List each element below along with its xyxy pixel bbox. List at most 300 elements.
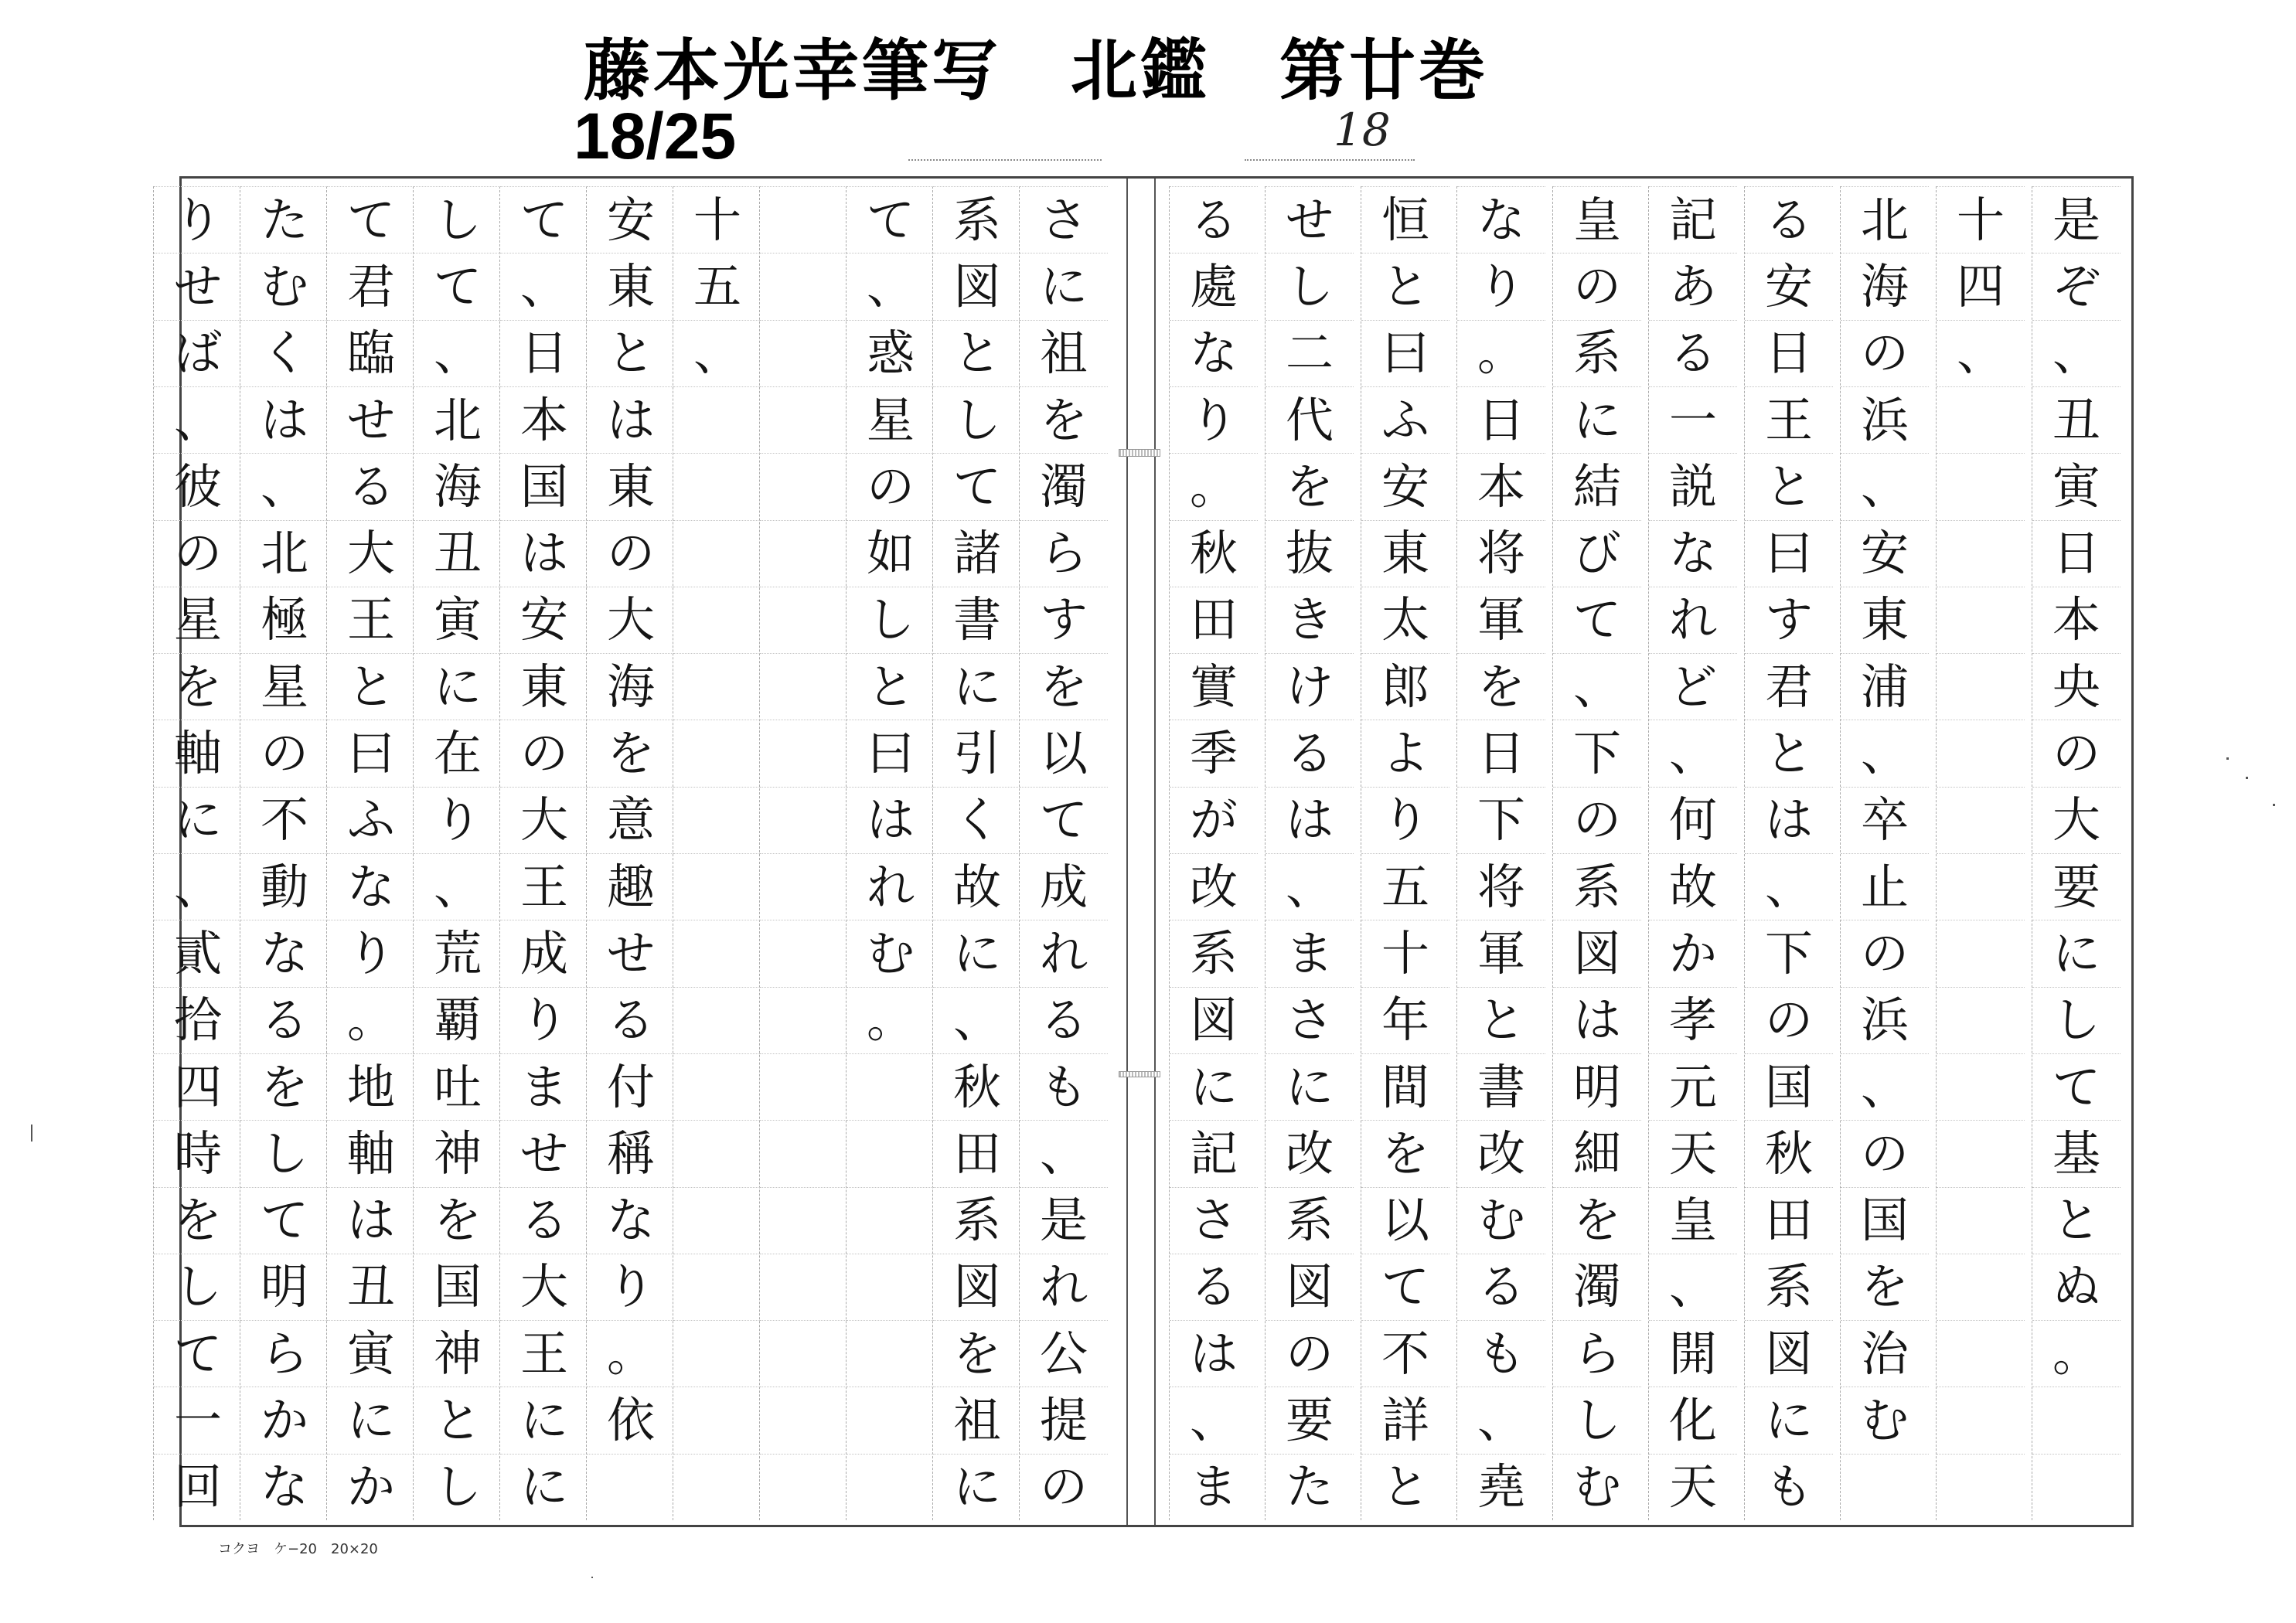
manuscript-cell: む bbox=[240, 253, 329, 319]
manuscript-cell bbox=[760, 253, 848, 319]
manuscript-cell: 代 bbox=[1266, 386, 1354, 453]
manuscript-cell bbox=[673, 653, 761, 720]
manuscript-cell: 時 bbox=[154, 1120, 242, 1186]
manuscript-cell: ば bbox=[154, 320, 242, 386]
manuscript-cell: を bbox=[1020, 653, 1108, 720]
manuscript-cell: く bbox=[933, 787, 1021, 853]
manuscript-cell: し bbox=[1266, 253, 1354, 319]
manuscript-cell: て bbox=[327, 186, 415, 253]
manuscript-cell: 君 bbox=[327, 253, 415, 319]
manuscript-cell: を bbox=[1361, 1120, 1449, 1186]
manuscript-cell: 系 bbox=[933, 1187, 1021, 1254]
manuscript-cell: 下 bbox=[1457, 787, 1545, 853]
manuscript-cell: も bbox=[1020, 1053, 1108, 1120]
manuscript-cell bbox=[847, 1120, 935, 1186]
manuscript-cell: 、 bbox=[1649, 720, 1737, 786]
manuscript-cell: な bbox=[587, 1187, 675, 1254]
folio-underline-right bbox=[1245, 159, 1415, 161]
manuscript-cell: し bbox=[154, 1254, 242, 1320]
manuscript-cell: る bbox=[327, 453, 415, 519]
manuscript-cell: 東 bbox=[1841, 587, 1929, 653]
manuscript-cell: 説 bbox=[1649, 453, 1737, 519]
manuscript-cell: る bbox=[1266, 720, 1354, 786]
manuscript-cell: 二 bbox=[1266, 320, 1354, 386]
manuscript-cell: 不 bbox=[240, 787, 329, 853]
manuscript-cell: て bbox=[847, 186, 935, 253]
manuscript-cell bbox=[760, 1187, 848, 1254]
manuscript-cell: 恒 bbox=[1361, 186, 1449, 253]
manuscript-cell: せ bbox=[327, 386, 415, 453]
manuscript-cell: を bbox=[1457, 653, 1545, 720]
manuscript-cell: 極 bbox=[240, 587, 329, 653]
manuscript-cell: せ bbox=[500, 1120, 588, 1186]
manuscript-cell: 、 bbox=[1170, 1387, 1258, 1453]
manuscript-cell: し bbox=[1553, 1387, 1641, 1453]
manuscript-cell: 本 bbox=[2032, 587, 2121, 653]
manuscript-cell: 日 bbox=[1457, 720, 1545, 786]
manuscript-cell bbox=[673, 853, 761, 920]
manuscript-cell bbox=[760, 853, 848, 920]
manuscript-cell: に bbox=[933, 1454, 1021, 1520]
manuscript-cell: 国 bbox=[414, 1254, 502, 1320]
manuscript-cell: 提 bbox=[1020, 1387, 1108, 1453]
manuscript-cell: 。 bbox=[1457, 320, 1545, 386]
manuscript-cell: て bbox=[240, 1187, 329, 1254]
manuscript-cell: 結 bbox=[1553, 453, 1641, 519]
manuscript-cell: し bbox=[240, 1120, 329, 1186]
left-page bbox=[173, 179, 1154, 1525]
manuscript-cell bbox=[760, 1320, 848, 1387]
manuscript-cell: て bbox=[1361, 1254, 1449, 1320]
manuscript-cell: 。 bbox=[1170, 453, 1258, 519]
manuscript-cell: 要 bbox=[1266, 1387, 1354, 1453]
manuscript-cell: を bbox=[154, 1187, 242, 1254]
manuscript-cell: り bbox=[500, 987, 588, 1053]
manuscript-cell: 明 bbox=[1553, 1053, 1641, 1120]
manuscript-cell bbox=[673, 1454, 761, 1520]
binding-mark bbox=[1119, 449, 1160, 457]
manuscript-cell: と bbox=[2032, 1187, 2121, 1254]
manuscript-cell bbox=[2032, 1454, 2121, 1520]
manuscript-cell bbox=[760, 1387, 848, 1453]
manuscript-cell: 書 bbox=[933, 587, 1021, 653]
manuscript-cell: 、 bbox=[1457, 1387, 1545, 1453]
manuscript-cell: り bbox=[1457, 253, 1545, 319]
manuscript-cell: 浜 bbox=[1841, 987, 1929, 1053]
manuscript-cell bbox=[673, 1053, 761, 1120]
manuscript-cell: 、 bbox=[1266, 853, 1354, 920]
manuscript-cell: 王 bbox=[500, 853, 588, 920]
manuscript-cell: 、 bbox=[1553, 653, 1641, 720]
manuscript-cell: 東 bbox=[500, 653, 588, 720]
manuscript-cell: 海 bbox=[587, 653, 675, 720]
manuscript-cell: 軸 bbox=[154, 720, 242, 786]
manuscript-cell: 図 bbox=[1170, 987, 1258, 1053]
manuscript-cell: と bbox=[1745, 453, 1833, 519]
manuscript-cell: は bbox=[240, 386, 329, 453]
folio-number: 18 bbox=[1334, 104, 1391, 156]
manuscript-cell: 、 bbox=[847, 253, 935, 319]
manuscript-cell bbox=[1937, 453, 2025, 519]
manuscript-cell bbox=[673, 1187, 761, 1254]
manuscript-cell: 寅 bbox=[327, 1320, 415, 1387]
manuscript-cell: 貳 bbox=[154, 920, 242, 986]
manuscript-cell: れ bbox=[847, 853, 935, 920]
manuscript-cell: ぞ bbox=[2032, 253, 2121, 319]
manuscript-cell: て bbox=[154, 1320, 242, 1387]
manuscript-cell: 央 bbox=[2032, 653, 2121, 720]
manuscript-cell: せ bbox=[587, 920, 675, 986]
manuscript-column bbox=[1019, 186, 1108, 1520]
manuscript-cell: 五 bbox=[1361, 853, 1449, 920]
manuscript-cell: 濁 bbox=[1020, 453, 1108, 519]
manuscript-column bbox=[1744, 186, 1833, 1520]
manuscript-cell bbox=[1937, 587, 2025, 653]
manuscript-cell: 田 bbox=[1170, 587, 1258, 653]
manuscript-cell: 明 bbox=[240, 1254, 329, 1320]
manuscript-cell: 十 bbox=[1361, 920, 1449, 986]
manuscript-cell: 細 bbox=[1553, 1120, 1641, 1186]
manuscript-cell bbox=[1937, 520, 2025, 587]
manuscript-cell: 、 bbox=[500, 253, 588, 319]
manuscript-cell: 稱 bbox=[587, 1120, 675, 1186]
manuscript-cell: な bbox=[240, 920, 329, 986]
manuscript-cell: 寅 bbox=[2032, 453, 2121, 519]
manuscript-cell: 星 bbox=[847, 386, 935, 453]
manuscript-cell: 、 bbox=[933, 987, 1021, 1053]
manuscript-cell: を bbox=[240, 1053, 329, 1120]
manuscript-cell: か bbox=[327, 1454, 415, 1520]
manuscript-cell bbox=[847, 1454, 935, 1520]
manuscript-cell: 堯 bbox=[1457, 1454, 1545, 1520]
manuscript-cell: 、 bbox=[1649, 1254, 1737, 1320]
manuscript-cell: 系 bbox=[933, 186, 1021, 253]
manuscript-cell: 。 bbox=[587, 1320, 675, 1387]
manuscript-cell bbox=[760, 987, 848, 1053]
manuscript-cell: さ bbox=[1170, 1187, 1258, 1254]
manuscript-cell: 日 bbox=[1457, 386, 1545, 453]
scan-speck bbox=[2273, 804, 2275, 806]
manuscript-cell: 星 bbox=[240, 653, 329, 720]
manuscript-cell: の bbox=[847, 453, 935, 519]
manuscript-cell: 国 bbox=[500, 453, 588, 519]
manuscript-cell: の bbox=[154, 520, 242, 587]
manuscript-cell: 、 bbox=[414, 853, 502, 920]
manuscript-cell: ら bbox=[1020, 520, 1108, 587]
manuscript-cell bbox=[1937, 720, 2025, 786]
manuscript-cell: な bbox=[327, 853, 415, 920]
manuscript-cell bbox=[673, 1120, 761, 1186]
manuscript-cell: て bbox=[1020, 787, 1108, 853]
manuscript-cell: 図 bbox=[1745, 1320, 1833, 1387]
manuscript-cell: 天 bbox=[1649, 1454, 1737, 1520]
manuscript-cell: 系 bbox=[1170, 920, 1258, 986]
manuscript-cell: 一 bbox=[1649, 386, 1737, 453]
manuscript-cell: は bbox=[1745, 787, 1833, 853]
manuscript-cell bbox=[760, 587, 848, 653]
manuscript-cell bbox=[1937, 920, 2025, 986]
manuscript-cell: 記 bbox=[1170, 1120, 1258, 1186]
manuscript-cell: 皇 bbox=[1649, 1187, 1737, 1254]
manuscript-cell: 年 bbox=[1361, 987, 1449, 1053]
manuscript-cell: 大 bbox=[500, 787, 588, 853]
manuscript-cell: な bbox=[1457, 186, 1545, 253]
manuscript-cell: 神 bbox=[414, 1320, 502, 1387]
manuscript-cell: 、 bbox=[1937, 320, 2025, 386]
manuscript-cell: さ bbox=[1266, 987, 1354, 1053]
manuscript-cell bbox=[847, 1320, 935, 1387]
manuscript-cell: 安 bbox=[500, 587, 588, 653]
manuscript-cell bbox=[673, 520, 761, 587]
manuscript-cell: は bbox=[1553, 987, 1641, 1053]
manuscript-cell: れ bbox=[1649, 587, 1737, 653]
manuscript-cell: 。 bbox=[847, 987, 935, 1053]
manuscript-cell: 改 bbox=[1170, 853, 1258, 920]
manuscript-cell: 安 bbox=[1361, 453, 1449, 519]
manuscript-cell: あ bbox=[1649, 253, 1737, 319]
manuscript-cell bbox=[760, 520, 848, 587]
manuscript-cell: 系 bbox=[1745, 1254, 1833, 1320]
manuscript-cell: す bbox=[1745, 587, 1833, 653]
manuscript-cell: を bbox=[587, 720, 675, 786]
manuscript-cell: は bbox=[1170, 1320, 1258, 1387]
manuscript-cell: 四 bbox=[1937, 253, 2025, 319]
manuscript-cell: な bbox=[1649, 520, 1737, 587]
manuscript-column bbox=[2032, 186, 2121, 1520]
manuscript-cell bbox=[673, 386, 761, 453]
manuscript-cell: の bbox=[2032, 720, 2121, 786]
manuscript-cell: 一 bbox=[154, 1387, 242, 1453]
manuscript-cell bbox=[847, 1053, 935, 1120]
manuscript-column bbox=[586, 186, 675, 1520]
manuscript-cell: 諸 bbox=[933, 520, 1021, 587]
manuscript-cell: の bbox=[500, 720, 588, 786]
manuscript-cell: 秋 bbox=[1170, 520, 1258, 587]
manuscript-cell: 神 bbox=[414, 1120, 502, 1186]
manuscript-cell: 惑 bbox=[847, 320, 935, 386]
manuscript-cell: 覇 bbox=[414, 987, 502, 1053]
manuscript-cell: と bbox=[414, 1387, 502, 1453]
manuscript-cell: 以 bbox=[1020, 720, 1108, 786]
manuscript-cell: る bbox=[1170, 1254, 1258, 1320]
manuscript-cell: る bbox=[240, 987, 329, 1053]
manuscript-cell: 化 bbox=[1649, 1387, 1737, 1453]
manuscript-cell: 間 bbox=[1361, 1053, 1449, 1120]
manuscript-cell: 軍 bbox=[1457, 587, 1545, 653]
manuscript-cell: に bbox=[154, 787, 242, 853]
manuscript-cell bbox=[1937, 1120, 2025, 1186]
manuscript-cell: 曰 bbox=[1745, 520, 1833, 587]
manuscript-cell: 十 bbox=[673, 186, 761, 253]
manuscript-cell: て bbox=[414, 253, 502, 319]
manuscript-cell: 書 bbox=[1457, 1053, 1545, 1120]
manuscript-cell bbox=[673, 920, 761, 986]
manuscript-cell: ま bbox=[500, 1053, 588, 1120]
manuscript-cell bbox=[1937, 1320, 2025, 1387]
manuscript-cell: を bbox=[1553, 1187, 1641, 1254]
manuscript-cell: に bbox=[500, 1387, 588, 1453]
manuscript-cell: 不 bbox=[1361, 1320, 1449, 1387]
manuscript-cell: て bbox=[1553, 587, 1641, 653]
manuscript-cell: 海 bbox=[1841, 253, 1929, 319]
manuscript-cell: り bbox=[327, 920, 415, 986]
manuscript-cell: 安 bbox=[1745, 253, 1833, 319]
manuscript-cell bbox=[760, 453, 848, 519]
manuscript-cell: 意 bbox=[587, 787, 675, 853]
manuscript-column bbox=[326, 186, 415, 1520]
manuscript-cell: 季 bbox=[1170, 720, 1258, 786]
manuscript-cell: 、 bbox=[1841, 1053, 1929, 1120]
manuscript-cell: 、 bbox=[1841, 453, 1929, 519]
manuscript-cell: の bbox=[1745, 987, 1833, 1053]
manuscript-cell: 丑 bbox=[327, 1254, 415, 1320]
manuscript-cell: 故 bbox=[1649, 853, 1737, 920]
manuscript-column bbox=[673, 186, 761, 1520]
manuscript-cell: し bbox=[933, 386, 1021, 453]
manuscript-cell: と bbox=[847, 653, 935, 720]
manuscript-cell: び bbox=[1553, 520, 1641, 587]
manuscript-cell: も bbox=[1457, 1320, 1545, 1387]
manuscript-cell: 回 bbox=[154, 1454, 242, 1520]
manuscript-column bbox=[1456, 186, 1545, 1520]
manuscript-column bbox=[932, 186, 1021, 1520]
manuscript-cell: 田 bbox=[933, 1120, 1021, 1186]
manuscript-cell: の bbox=[587, 520, 675, 587]
manuscript-cell: 浜 bbox=[1841, 386, 1929, 453]
manuscript-cell: る bbox=[1170, 186, 1258, 253]
manuscript-cell: 大 bbox=[500, 1254, 588, 1320]
manuscript-cell: 大 bbox=[327, 520, 415, 587]
manuscript-cell: 下 bbox=[1745, 920, 1833, 986]
manuscript-cell: 如 bbox=[847, 520, 935, 587]
manuscript-cell: む bbox=[1553, 1454, 1641, 1520]
manuscript-cell: 治 bbox=[1841, 1320, 1929, 1387]
manuscript-cell: 君 bbox=[1745, 653, 1833, 720]
manuscript-cell: 記 bbox=[1649, 186, 1737, 253]
scan-speck bbox=[31, 1125, 32, 1142]
manuscript-cell: の bbox=[1553, 253, 1641, 319]
manuscript-cell: 、 bbox=[1020, 1120, 1108, 1186]
manuscript-cell: 北 bbox=[1841, 186, 1929, 253]
manuscript-cell: く bbox=[240, 320, 329, 386]
manuscript-cell bbox=[760, 787, 848, 853]
manuscript-cell: を bbox=[154, 653, 242, 720]
manuscript-cell: 、 bbox=[414, 320, 502, 386]
header-title: 藤本光幸筆写 北鑑 第廿巻 bbox=[584, 32, 1488, 110]
manuscript-cell: 吐 bbox=[414, 1053, 502, 1120]
manuscript-cell: 日 bbox=[1745, 320, 1833, 386]
manuscript-cell: 丑 bbox=[2032, 386, 2121, 453]
manuscript-cell: と bbox=[1361, 253, 1449, 319]
manuscript-cell: に bbox=[933, 653, 1021, 720]
manuscript-cell: 地 bbox=[327, 1053, 415, 1120]
manuscript-cell: ま bbox=[1266, 920, 1354, 986]
manuscript-cell: 、 bbox=[154, 853, 242, 920]
manuscript-column bbox=[499, 186, 588, 1520]
manuscript-cell: 開 bbox=[1649, 1320, 1737, 1387]
manuscript-cell: は bbox=[587, 386, 675, 453]
manuscript-cell: 止 bbox=[1841, 853, 1929, 920]
manuscript-cell: 将 bbox=[1457, 520, 1545, 587]
manuscript-cell bbox=[760, 1053, 848, 1120]
manuscript-cell: 図 bbox=[933, 253, 1021, 319]
manuscript-cell bbox=[760, 1254, 848, 1320]
manuscript-cell: 王 bbox=[327, 587, 415, 653]
manuscript-cell: 曰 bbox=[1361, 320, 1449, 386]
manuscript-cell: ら bbox=[1553, 1320, 1641, 1387]
manuscript-cell: 系 bbox=[1553, 320, 1641, 386]
manuscript-cell: 趣 bbox=[587, 853, 675, 920]
manuscript-cell: す bbox=[1020, 587, 1108, 653]
manuscript-cell: 日 bbox=[500, 320, 588, 386]
manuscript-cell: 故 bbox=[933, 853, 1021, 920]
manuscript-cell: 軸 bbox=[327, 1120, 415, 1186]
manuscript-cell bbox=[1937, 987, 2025, 1053]
manuscript-cell: 成 bbox=[500, 920, 588, 986]
manuscript-cell: せ bbox=[154, 253, 242, 319]
manuscript-cell bbox=[847, 1387, 935, 1453]
manuscript-cell: 基 bbox=[2032, 1120, 2121, 1186]
manuscript-cell: 臨 bbox=[327, 320, 415, 386]
manuscript-cell: 王 bbox=[1745, 386, 1833, 453]
manuscript-cell: 彼 bbox=[154, 453, 242, 519]
manuscript-cell: の bbox=[1020, 1454, 1108, 1520]
manuscript-column bbox=[1648, 186, 1737, 1520]
manuscript-cell bbox=[1937, 787, 2025, 853]
manuscript-cell: は bbox=[500, 520, 588, 587]
manuscript-cell bbox=[673, 1387, 761, 1453]
manuscript-cell: 安 bbox=[1841, 520, 1929, 587]
manuscript-column bbox=[153, 186, 242, 1520]
manuscript-cell: 元 bbox=[1649, 1053, 1737, 1120]
manuscript-cell: り bbox=[587, 1254, 675, 1320]
manuscript-cell: し bbox=[414, 1454, 502, 1520]
manuscript-column bbox=[240, 186, 329, 1520]
scan-speck bbox=[591, 1577, 593, 1578]
manuscript-cell: 詳 bbox=[1361, 1387, 1449, 1453]
manuscript-cell: 本 bbox=[1457, 453, 1545, 519]
manuscript-cell: て bbox=[500, 186, 588, 253]
manuscript-cell: 實 bbox=[1170, 653, 1258, 720]
manuscript-cell: と bbox=[1457, 987, 1545, 1053]
manuscript-cell: 系 bbox=[1266, 1187, 1354, 1254]
scan-speck bbox=[2246, 777, 2248, 779]
manuscript-cell: 北 bbox=[414, 386, 502, 453]
manuscript-cell: 四 bbox=[154, 1053, 242, 1120]
manuscript-cell: る bbox=[1745, 186, 1833, 253]
manuscript-cell: の bbox=[1553, 787, 1641, 853]
manuscript-cell: 皇 bbox=[1553, 186, 1641, 253]
manuscript-column bbox=[1840, 186, 1929, 1520]
manuscript-cell: 系 bbox=[1553, 853, 1641, 920]
manuscript-cell: 大 bbox=[2032, 787, 2121, 853]
manuscript-cell bbox=[673, 720, 761, 786]
right-page bbox=[1154, 179, 2131, 1525]
manuscript-cell: 處 bbox=[1170, 253, 1258, 319]
manuscript-cell bbox=[1937, 1254, 2025, 1320]
manuscript-cell: 太 bbox=[1361, 587, 1449, 653]
manuscript-column bbox=[1169, 186, 1258, 1520]
manuscript-cell: る bbox=[587, 987, 675, 1053]
manuscript-cell: 東 bbox=[587, 453, 675, 519]
manuscript-cell: な bbox=[240, 1454, 329, 1520]
manuscript-cell: に bbox=[2032, 920, 2121, 986]
manuscript-cell bbox=[760, 1120, 848, 1186]
manuscript-cell: 王 bbox=[500, 1320, 588, 1387]
manuscript-cell: 付 bbox=[587, 1053, 675, 1120]
manuscript-cell: 要 bbox=[2032, 853, 2121, 920]
manuscript-cell: か bbox=[1649, 920, 1737, 986]
